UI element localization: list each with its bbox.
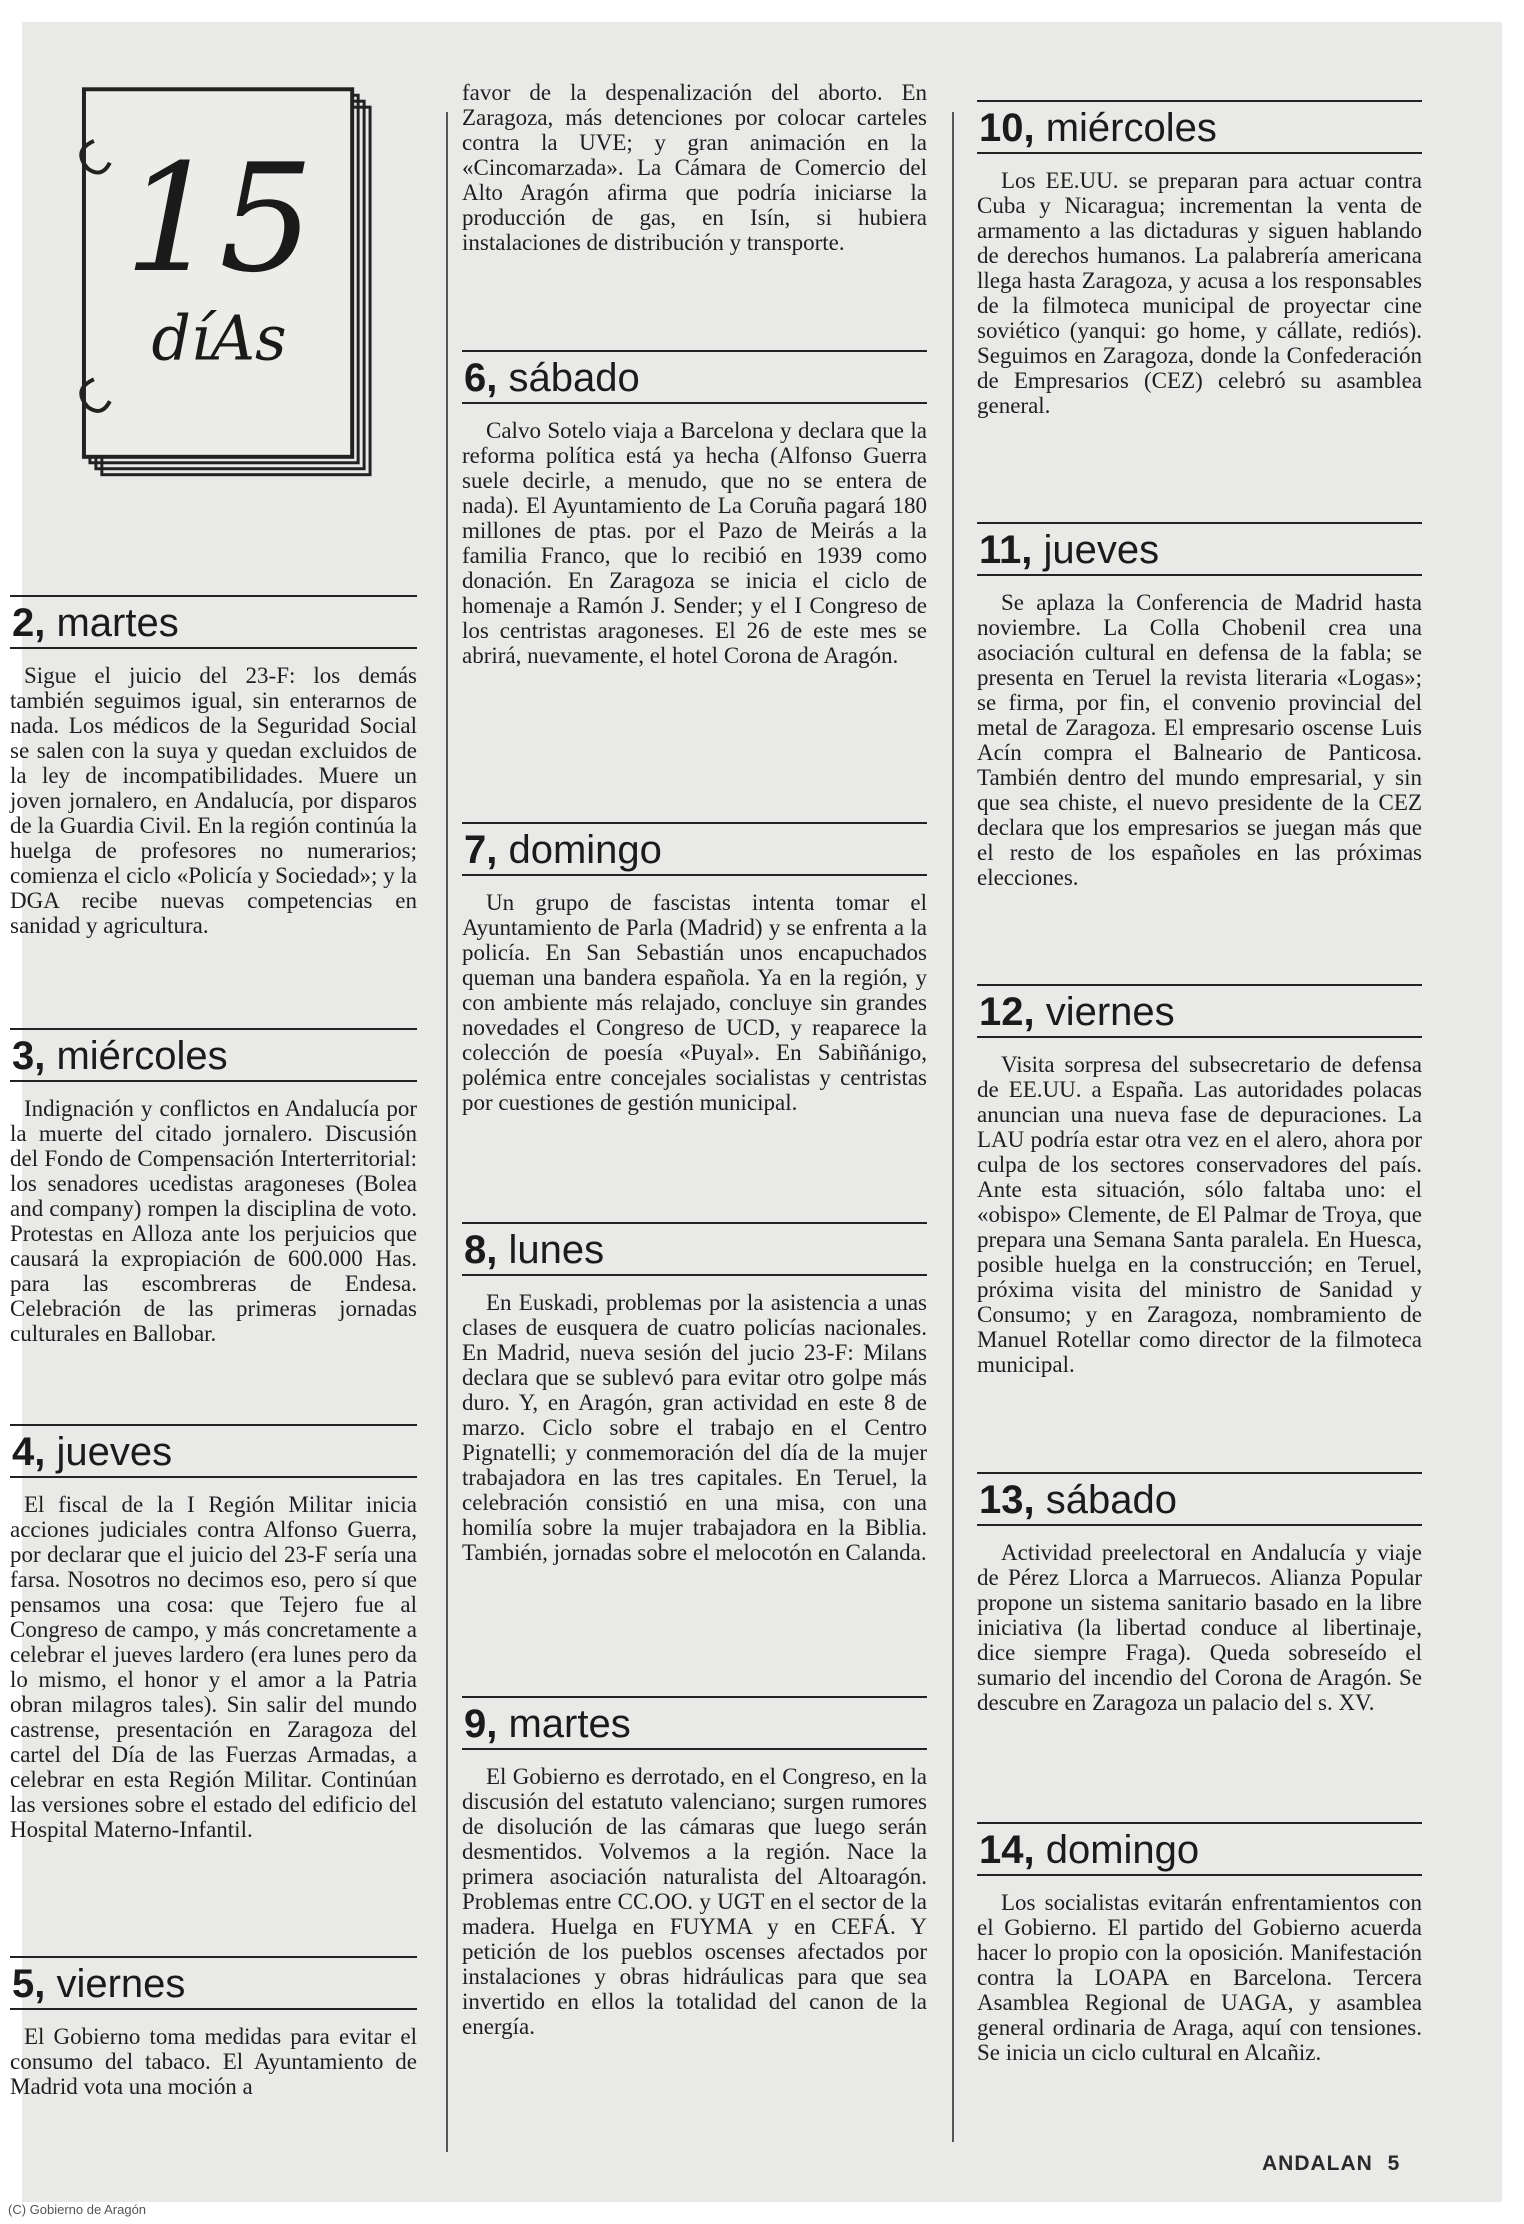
magazine-page bbox=[10, 22, 1502, 2202]
day-text: Actividad preelectoral en Andalucía y viaje de Pérez Llorca a Marruecos. Alianza Popular propone un sistema sanitario basado en la libre iniciativa (la libertad conduce al libertinaje, dice siempre Fraga). Queda sobreseído el sumario del incendio del Corona de Aragón. Se descubre en Zaragoza un palacio del s. XV. bbox=[977, 1540, 1422, 1715]
day-text: Se aplaza la Conferencia de Madrid hasta noviembre. La Colla Chobenil crea una asociación cultural en defensa de la fabla; se presenta en Teruel la revista literaria «Logas»; se firma, por fin, el convenio provincial del metal de Zaragoza. El empresario oscense Luis Acín compra el Balneario de Panticosa. También dentro del mundo empresarial, y sin que sea chiste, el nuevo presidente de la CEZ declara que los empresarios se juegan más que el resto de los españoles en las próximas elecciones. bbox=[977, 590, 1422, 890]
day-text: favor de la despenalización del aborto. En Zaragoza, más detenciones por colocar carteles contra la UVE; y gran animación en la «Cincomarzada». La Cámara de Comercio del Alto Aragón afirma que podría iniciarse la producción de gas, en Isín, si hubiera instalaciones de distribución y transporte. bbox=[462, 80, 927, 255]
day-11-jueves bbox=[977, 522, 1422, 890]
day-12-viernes bbox=[977, 984, 1422, 1377]
day-text: El Gobierno es derrotado, en el Congreso, en la discusión del estatuto valenciano; surgen rumores de disolución de las cámaras que luego serán desmentidos. Volvemos a la región. Nace la primera asociación naturalista del Altoaragón. Problemas entre CC.OO. y UGT en el sector de la madera. Huelga en FUYMA y en CEFÁ. Y petición de los pueblos oscenses afectados por instalaciones y obras hidráulicas para que sea invertido en ellos la totalidad del canon de la energía. bbox=[462, 1764, 927, 2039]
15-dias-logo bbox=[80, 80, 378, 480]
column-divider bbox=[952, 112, 954, 2142]
day-text: Los socialistas evitarán enfrentamientos con el Gobierno. El partido del Gobierno acuerda hacer lo propio con la oposición. Manifestación contra la LOAPA en Barcelona. Tercera Asamblea Regional de UAGA, y asamblea general ordinaria de Araga, aquí con tensiones. Se inicia un ciclo cultural en Alcañiz. bbox=[977, 1890, 1422, 2065]
day-text: Un grupo de fascistas intenta tomar el Ayuntamiento de Parla (Madrid) y se enfrenta a la policía. En San Sebastián unos encapuchados queman una bandera española. Ya en la región, y con ambiente más relajado, concluye sin grandes novedades el Congreso de UCD, y reaparece la colección de poesía «Puyal». En Sabiñánigo, polémica entre concejales socialistas y centristas por cuestiones de gestión municipal. bbox=[462, 890, 927, 1115]
date-heading: 5, viernes bbox=[12, 1962, 186, 2006]
column-right bbox=[977, 22, 1422, 2202]
magazine-name: ANDALAN bbox=[1262, 2152, 1373, 2175]
day-7-domingo bbox=[462, 822, 927, 1115]
day-text: Calvo Sotelo viaja a Barcelona y declara que la reforma política está ya hecha (Alfonso Guerra suele decirle, a menudo, que no se entera de nada). El Ayuntamiento de La Coruña pagará 180 millones de ptas. por el Pazo de Meirás a la familia Franco, que lo recibió en 1939 como donación. En Zaragoza se inicia el ciclo de homenaje a Ramón J. Sender; y el I Congreso de los centristas aragoneses. El 26 de este mes se abrirá, nuevamente, el hotel Corona de Aragón. bbox=[462, 418, 927, 668]
page-footer bbox=[1262, 2152, 1400, 2176]
day-text: Indignación y conflictos en Andalucía por la muerte del citado jornalero. Discusión del Fondo de Compensación Interterritorial: los senadores ucedistas aragoneses (Bolea and company) rompen la disciplina de voto. Protestas en Alloza ante los perjuicios que causará la expropiación de 600.000 Has. para las escombreras de Endesa. Celebración de las primeras jornadas culturales en Ballobar. bbox=[10, 1096, 417, 1346]
day-2-martes bbox=[10, 595, 417, 938]
copyright-credit: (C) Gobierno de Aragón bbox=[8, 2202, 147, 2217]
date-heading: 12, viernes bbox=[979, 990, 1175, 1034]
date-heading: 11, jueves bbox=[979, 528, 1160, 572]
day-text: Los EE.UU. se preparan para actuar contra Cuba y Nicaragua; incrementan la venta de armamento a las dictaduras y siguen hablando de derechos humanos. La palabrería americana llega hasta Zaragoza, y acusa a los responsables de la filmoteca municipal de proyectar cine soviético (yanqui: go home, y cállate, rediós). Seguimos en Zaragoza, donde la Confederación de Empresarios (CEZ) celebró su asamblea general. bbox=[977, 168, 1422, 418]
date-heading: 7, domingo bbox=[464, 828, 662, 872]
day-text: En Euskadi, problemas por la asistencia a unas clases de eusquera de cuatro policías nacionales. En Madrid, nueva sesión del jucio 23-F: Milans declara que se sublevó para evitar otro golpe más duro. Y, en Aragón, gran actividad en este 8 de marzo. Ciclo sobre el trabajo en el Centro Pignatelli; y conmemoración del día de la mujer trabajadora en las tres capitales. En Teruel, la celebración consistió en una misa, con una homilía sobre la mujer trabajadora en la Biblia. También, jornadas sobre el melocotón en Calanda. bbox=[462, 1290, 927, 1565]
date-heading: 2, martes bbox=[12, 601, 179, 645]
day-4-jueves bbox=[10, 1424, 417, 1842]
column-divider bbox=[446, 112, 448, 2152]
column-middle bbox=[462, 22, 927, 2202]
column-left bbox=[10, 22, 417, 2202]
day-10-miercoles bbox=[977, 100, 1422, 418]
day-14-domingo bbox=[977, 1822, 1422, 2065]
day-8-lunes bbox=[462, 1222, 927, 1565]
day-6-sabado bbox=[462, 350, 927, 668]
day-5-viernes bbox=[10, 1956, 417, 2099]
day-3-miercoles bbox=[10, 1028, 417, 1346]
logo-word: díAs bbox=[151, 302, 287, 375]
day-13-sabado bbox=[977, 1472, 1422, 1715]
day-text: El fiscal de la I Región Militar inicia acciones judiciales contra Alfonso Guerra, por declarar que el juicio del 23-F sería una farsa. Nosotros no decimos eso, pero sí que pensamos una cosa: que Tejero fue al Congreso de campo, y más concretamente a celebrar el jueves lardero (era lunes pero da lo mismo, el honor y el amor a la Patria obran milagros tales). Sin salir del mundo castrense, presentación en Zaragoza del cartel del Día de las Fuerzas Armadas, a celebrar en esta Región Militar. Continúan las versiones sobre el estado del edificio del Hospital Materno-Infantil. bbox=[10, 1492, 417, 1842]
page-number: 5 bbox=[1387, 2152, 1401, 2175]
day-5-continued bbox=[462, 80, 927, 255]
date-heading: 3, miércoles bbox=[12, 1034, 228, 1078]
date-heading: 8, lunes bbox=[464, 1228, 605, 1272]
day-text: Visita sorpresa del subsecretario de defensa de EE.UU. a España. Las autoridades polacas anuncian una nueva fase de depuraciones. La LAU podría estar otra vez en el alero, ahora por culpa de los sectores conservadores del país. Ante esta situación, sólo faltaba uno: el «obispo» Clemente, de El Palmar de Troya, que prepara una Semana Santa paralela. En Huesca, posible huelga en la construcción; en Teruel, próxima visita del ministro de Sanidad y Consumo; y en Zaragoza, nombramiento de Manuel Rotellar como director de la filmoteca municipal. bbox=[977, 1052, 1422, 1377]
day-text: Sigue el juicio del 23-F: los demás también seguimos igual, sin enterarnos de nada. Los médicos de la Seguridad Social se salen con la suya y quedan excluidos de la ley de incompatibilidades. Muere un joven jornalero, en Andalucía, por disparos de la Guardia Civil. En la región continúa la huelga de profesores no numerarios; comienza el ciclo «Policía y Sociedad»; y la DGA recibe nuevas competencias en sanidad y agricultura. bbox=[10, 663, 417, 938]
date-heading: 9, martes bbox=[464, 1702, 631, 1746]
logo-number: 15 bbox=[124, 133, 314, 307]
date-heading: 6, sábado bbox=[464, 356, 640, 400]
date-heading: 4, jueves bbox=[12, 1430, 173, 1474]
date-heading: 14, domingo bbox=[979, 1828, 1200, 1872]
day-9-martes bbox=[462, 1696, 927, 2039]
date-heading: 13, sábado bbox=[979, 1478, 1177, 1522]
day-text: El Gobierno toma medidas para evitar el consumo del tabaco. El Ayuntamiento de Madrid vota una moción a bbox=[10, 2024, 417, 2099]
date-heading: 10, miércoles bbox=[979, 106, 1217, 150]
